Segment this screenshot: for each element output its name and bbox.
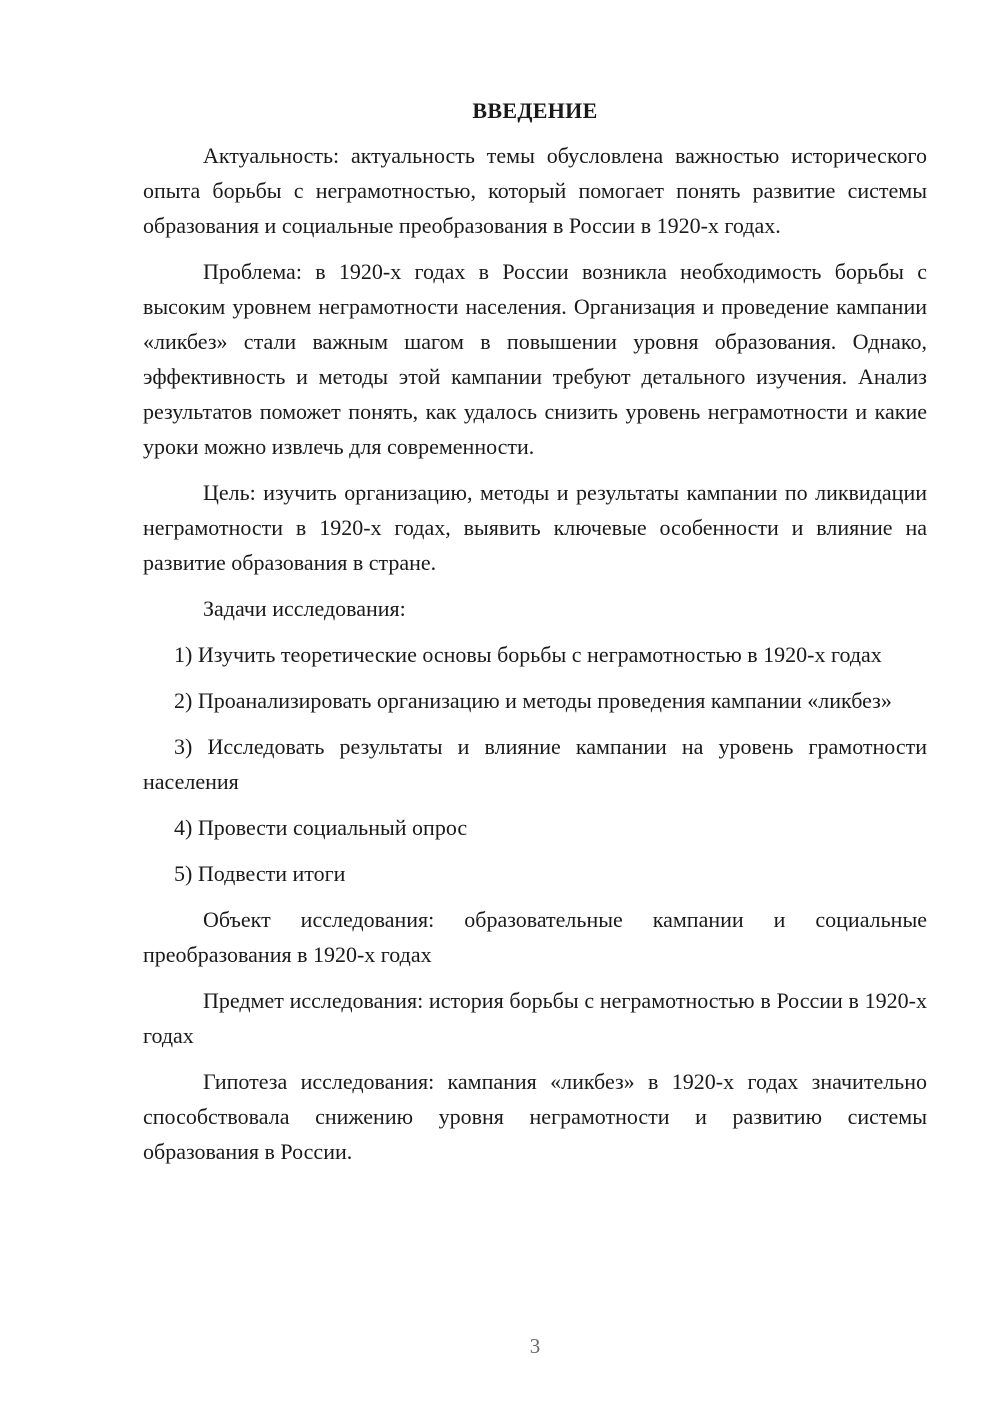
paragraph-hypothesis: Гипотеза исследования: кампания «ликбез» в 1920-х годах значительно способствовала снижению уровня неграмотности и развитию системы образования в России.	[143, 1069, 927, 1164]
paragraph-subject: Предмет исследования: история борьбы с неграмотностью в России в 1920-х годах	[143, 988, 927, 1048]
task-item: 1) Изучить теоретические основы борьбы с неграмотностью в 1920-х годах	[174, 642, 882, 667]
task-item: 5) Подвести итоги	[174, 861, 346, 886]
paragraph-problem: Проблема: в 1920-х годах в России возникла необходимость борьбы с высоким уровнем неграмотности населения. Организация и проведение кампании «ликбез» стали важным шагом в повышении уровня образования. Однако, эффективность и методы этой кампании требуют детального изучения. Анализ результатов поможет понять, как удалось снизить уровень неграмотности и какие уроки можно извлечь для современности.	[143, 259, 927, 459]
page-number: 3	[529, 1334, 541, 1358]
paragraph-tasks-heading: Задачи исследования:	[203, 596, 406, 621]
task-item: 4) Провести социальный опрос	[174, 815, 468, 840]
task-item: 3) Исследовать результаты и влияние кампании на уровень грамотности населения	[143, 734, 927, 794]
paragraph-object: Объект исследования: образовательные кампании и социальные преобразования в 1920-х годах	[143, 907, 927, 967]
task-item: 2) Проанализировать организацию и методы проведения кампании «ликбез»	[174, 688, 892, 713]
page-content	[143, 98, 927, 1180]
page-title: ВВЕДЕНИЕ	[472, 98, 598, 123]
paragraph-relevance: Актуальность: актуальность темы обусловлена важностью исторического опыта борьбы с неграмотностью, который помогает понять развитие системы образования и социальные преобразования в России в 1920-х годах.	[143, 143, 927, 238]
paragraph-goal: Цель: изучить организацию, методы и результаты кампании по ликвидации неграмотности в 1920-х годах, выявить ключевые особенности и влияние на развитие образования в стране.	[143, 480, 927, 575]
